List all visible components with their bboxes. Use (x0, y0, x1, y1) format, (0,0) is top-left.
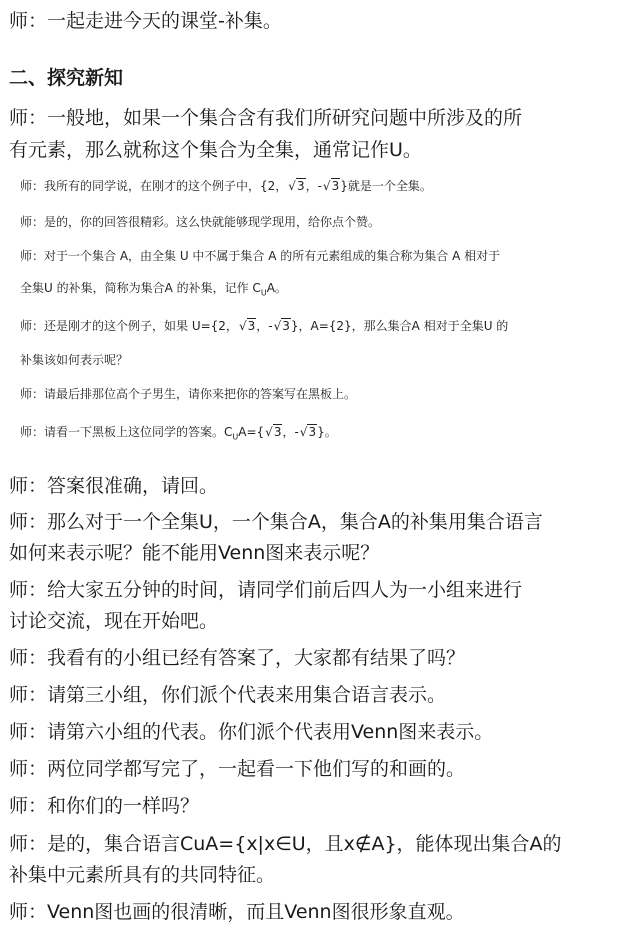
sqrt-radicand: 3 (247, 319, 256, 333)
sqrt-radicand: 3 (273, 425, 282, 439)
scan-text: ，- (256, 319, 273, 333)
sqrt-symbol: √3 (299, 425, 317, 439)
definition-line-2: 有元素，那么就称这个集合为全集，通常记作U。 (9, 139, 422, 161)
complement-subscript: U (260, 288, 267, 298)
sqrt-radicand: 3 (296, 179, 305, 193)
dialogue-line: 师：请第六小组的代表。你们派个代表用Venn图来表示。 (9, 721, 494, 743)
scan-text: ，- (282, 425, 299, 439)
scan-text: 全集U 的补集，简称为集合A 的补集，记作 C (20, 281, 261, 295)
sqrt-radicand: 3 (282, 319, 290, 333)
scan-text: 师：我所有的同学说，在刚才的这个例子中，{2， (20, 179, 288, 193)
definition-line-1: 师：一般地，如果一个集合含有我们所研究问题中所涉及的所 (9, 107, 523, 129)
dialogue-line: 师：请第三小组，你们派个代表来用集合语言表示。 (9, 684, 447, 706)
dialogue-line: 师：给大家五分钟的时间，请同学们前后四人为一小组来进行 (9, 579, 523, 601)
scan-text: }就是一个全集。 (340, 179, 432, 193)
dialogue-line: 讨论交流，现在开始吧。 (9, 610, 219, 632)
scan-text: 师：还是刚才的这个例子，如果 U={2， (20, 319, 238, 333)
scan-text: A={ (238, 425, 265, 439)
scan-text: A。 (266, 281, 287, 295)
section-heading: 二、探究新知 (9, 67, 124, 89)
scan-line-7: 师：请最后排那位高个子男生，请你来把你的答案写在黑板上。 (20, 387, 357, 401)
scanned-dialogue-excerpt (18, 168, 608, 458)
sqrt-radicand: 3 (331, 179, 340, 193)
scan-line-5 (20, 318, 508, 334)
scan-text: }。 (317, 425, 337, 439)
scan-line-6: 补集该如何表示呢？ (20, 353, 129, 367)
dialogue-line: 如何来表示呢？能不能用Venn图来表示呢？ (9, 542, 380, 564)
scan-line-2: 师：是的，你的回答很精彩。这么快就能够现学现用，给你点个赞。 (20, 215, 381, 229)
intro-line: 师：一起走进今天的课堂-补集。 (9, 10, 282, 32)
dialogue-line: 师：我看有的小组已经有答案了，大家都有结果了吗？ (9, 647, 466, 669)
scan-line-8 (20, 424, 337, 445)
dialogue-line: 师：Venn图也画的很清晰，而且Venn图很形象直观。 (9, 901, 465, 923)
scan-text: 师：请看一下黑板上这位同学的答案。C (20, 425, 233, 439)
dialogue-line: 师：答案很准确，请回。 (9, 475, 219, 497)
scan-line-1 (20, 178, 432, 194)
scan-text: ，- (305, 179, 322, 193)
sqrt-symbol: √3 (288, 179, 305, 193)
sqrt-symbol: √3 (273, 319, 290, 333)
dialogue-line: 师：和你们的一样吗？ (9, 795, 200, 817)
dialogue-line: 师：那么对于一个全集U，一个集合A，集合A的补集用集合语言 (9, 511, 543, 533)
scan-line-3: 师：对于一个集合 A，由全集 U 中不属于集合 A 的所有元素组成的集合称为集合 A 相对于 (20, 249, 501, 263)
dialogue-line: 补集中元素所具有的共同特征。 (9, 864, 276, 886)
sqrt-radicand: 3 (308, 425, 317, 439)
sqrt-symbol: √3 (322, 179, 340, 193)
dialogue-line: 师：是的，集合语言CuA={x|x∈U，且x∉A}，能体现出集合A的 (9, 833, 562, 855)
sqrt-symbol: √3 (265, 425, 282, 439)
dialogue-line: 师：两位同学都写完了，一起看一下他们写的和画的。 (9, 758, 466, 780)
sqrt-symbol: √3 (238, 319, 256, 333)
complement-subscript: U (232, 432, 239, 442)
scan-text: }，A={2}，那么集合A 相对于全集U 的 (290, 319, 509, 333)
scan-line-4 (20, 280, 287, 301)
